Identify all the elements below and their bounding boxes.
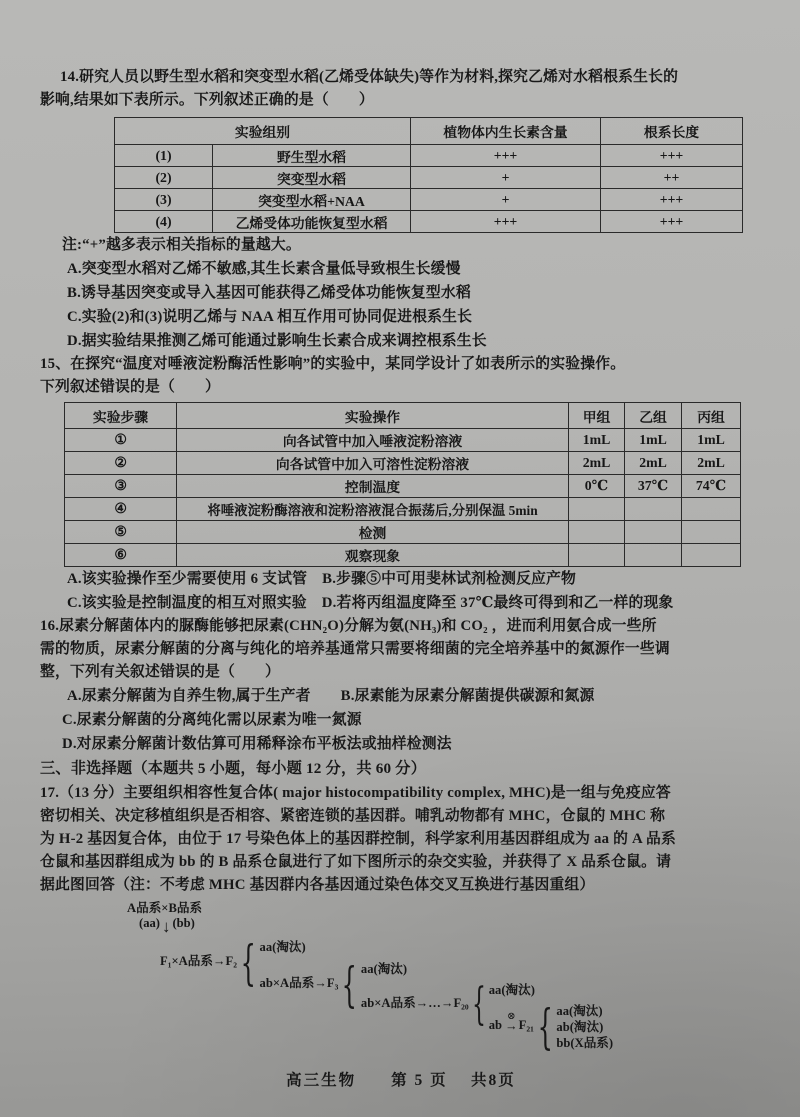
f2-discard: aa(淘汰) — [259, 940, 306, 954]
cell-no: (1) — [115, 145, 213, 167]
q16-option-ab: A.尿素分解菌为自养生物,属于生产者 B.尿素能为尿素分解菌提供碳源和氮源 — [67, 688, 595, 704]
cell-step: ③ — [65, 475, 177, 498]
cell-step: ① — [65, 429, 177, 452]
f21-aa-discard: aa(淘汰) — [556, 1004, 603, 1018]
cell-b — [625, 498, 682, 521]
f21-label: F₂₁ — [518, 1018, 534, 1032]
table-header-row — [65, 403, 741, 429]
brace-icon: { — [240, 935, 256, 991]
q14-option-a: A.突变型水稻对乙烯不敏感,其生长素含量低导致根生长缓慢 — [67, 261, 461, 277]
page-footer: 高三生物 第 5 页 共8页 — [286, 1072, 516, 1089]
table-row — [115, 189, 743, 211]
q15-table — [64, 402, 741, 567]
selfing-icon: ⊗ — [507, 1011, 516, 1022]
cell-a — [569, 498, 625, 521]
col-header-group-c: 丙组 — [682, 403, 741, 429]
cell-auxin: + — [411, 167, 601, 189]
cell-no: (4) — [115, 211, 213, 233]
cell-step: ⑥ — [65, 544, 177, 567]
cell-a: 0℃ — [569, 475, 625, 498]
genotype-bb: (bb) — [172, 916, 195, 930]
q14-option-b: B.诱导基因突变或导入基因可能获得乙烯受体功能恢复型水稻 — [67, 285, 471, 301]
parent-genotypes — [139, 916, 762, 937]
cell-step: ② — [65, 452, 177, 475]
col-header-auxin: 植物体内生长素含量 — [411, 118, 601, 145]
genotype-aa: (aa) — [139, 916, 160, 930]
cell-name: 突变型水稻+NAA — [213, 189, 411, 211]
table-row — [115, 211, 743, 233]
cross-diagram — [125, 901, 762, 1055]
cell-a — [569, 544, 625, 567]
f3-discard: aa(淘汰) — [360, 962, 408, 976]
table-row — [65, 429, 741, 452]
cell-operation: 观察现象 — [177, 544, 569, 567]
table-row — [65, 475, 741, 498]
cross-level-2 — [259, 957, 614, 1055]
cell-operation: 控制温度 — [177, 475, 569, 498]
brace-icon: { — [342, 957, 358, 1013]
table-row — [65, 452, 741, 475]
cell-auxin: +++ — [411, 211, 601, 233]
section3-heading: 三、非选择题（本题共 5 小题，每小题 12 分，共 60 分） — [40, 760, 427, 777]
q15-stem-line1: 15、在探究“温度对唾液淀粉酶活性影响”的实验中，某同学设计了如表所示的实验操作。 — [40, 356, 626, 372]
selfing-arrow — [505, 1012, 518, 1031]
cell-operation: 检测 — [177, 521, 569, 544]
right-arrow-icon: → — [505, 1019, 518, 1033]
q14-table — [114, 117, 743, 233]
cross-level-1 — [160, 935, 762, 1055]
table-row — [115, 145, 743, 167]
cell-c — [682, 544, 741, 567]
brace-icon: { — [537, 999, 553, 1055]
table-row — [65, 521, 741, 544]
cell-c: 1mL — [682, 429, 741, 452]
f21-ab-discard: ab(淘汰) — [556, 1020, 604, 1034]
cell-b: 37℃ — [625, 475, 682, 498]
q15-stem-line2: 下列叙述错误的是（ ） — [40, 379, 220, 395]
q14-option-c: C.实验(2)和(3)说明乙烯与 NAA 相互作用可协同促进根系生长 — [67, 309, 473, 325]
q16-stem-line1: 16.尿素分解菌体内的脲酶能够把尿素(CHN₂O)分解为氨(NH₃)和 CO₂ ，进而利用氨合成一些所 — [40, 618, 657, 634]
q16-stem-line3: 整，下列有关叙述错误的是（ ） — [40, 664, 280, 680]
parents-label: A品系×B品系 — [127, 901, 203, 915]
q16-option-c: C.尿素分解菌的分离纯化需以尿素为唯一氮源 — [62, 712, 362, 728]
table-row — [115, 167, 743, 189]
cell-operation: 向各试管中加入可溶性淀粉溶液 — [177, 452, 569, 475]
q14-option-d: D.据实验结果推测乙烯可能通过影响生长素合成来调控根系生长 — [67, 333, 487, 349]
cell-root: +++ — [601, 189, 743, 211]
cell-step: ⑤ — [65, 521, 177, 544]
cell-a: 1mL — [569, 429, 625, 452]
cell-a: 2mL — [569, 452, 625, 475]
q17-stem-line1: 17.（13 分）主要组织相容性复合体( major histocompatibility complex, MHC)是一组与免疫应答 — [40, 785, 671, 801]
col-header-root: 根系长度 — [601, 118, 743, 145]
cell-b: 2mL — [625, 452, 682, 475]
f20-discard: aa(淘汰) — [488, 983, 535, 997]
f2-cross-label: ab×A品系→F₃ — [259, 976, 339, 990]
cross-level-3 — [360, 979, 614, 1055]
cross-level-4 — [488, 999, 614, 1055]
cell-auxin: + — [411, 189, 601, 211]
table-row — [65, 544, 741, 567]
f20-ab-label: ab — [488, 1018, 503, 1032]
cell-step: ④ — [65, 498, 177, 521]
f21-bb-x-strain: bb(X品系) — [556, 1036, 614, 1050]
cell-operation: 将唾液淀粉酶溶液和淀粉溶液混合振荡后,分别保温 5min — [177, 498, 569, 521]
col-header-group: 实验组别 — [115, 118, 411, 145]
cell-operation: 向各试管中加入唾液淀粉溶液 — [177, 429, 569, 452]
table-row — [65, 498, 741, 521]
f1-cross-label: F₁×A品系→F₂ — [160, 954, 237, 968]
cell-root: ++ — [601, 167, 743, 189]
down-arrow-icon: ↓ — [161, 917, 171, 936]
q17-stem-line3: 为 H-2 基因复合体，由位于 17 号染色体上的基因群控制，科学家利用基因群组成为 aa 的 A 品系 — [40, 831, 676, 847]
cell-root: +++ — [601, 211, 743, 233]
cell-c — [682, 521, 741, 544]
f20-cross-label: ab×A品系→…→F₂₀ — [360, 996, 469, 1010]
q14-stem-line2: 影响,结果如下表所示。下列叙述正确的是（ ） — [40, 92, 374, 108]
cell-name: 突变型水稻 — [213, 167, 411, 189]
cell-name: 野生型水稻 — [213, 145, 411, 167]
col-header-group-a: 甲组 — [569, 403, 625, 429]
cell-root: +++ — [601, 145, 743, 167]
q17-stem-line2: 密切相关、决定移植组织是否相容、紧密连锁的基因群。哺乳动物都有 MHC，仓鼠的 MHC 称 — [40, 808, 666, 824]
col-header-operation: 实验操作 — [177, 403, 569, 429]
cell-no: (2) — [115, 167, 213, 189]
cell-b — [625, 521, 682, 544]
q17-stem-line5: 据此图回答（注：不考虑 MHC 基因群内各基因通过染色体交叉互换进行基因重组） — [40, 877, 595, 893]
cell-name: 乙烯受体功能恢复型水稻 — [213, 211, 411, 233]
cell-no: (3) — [115, 189, 213, 211]
brace-icon: { — [471, 979, 486, 1030]
diagram-parents — [125, 901, 762, 937]
col-header-group-b: 乙组 — [625, 403, 682, 429]
q14-note: 注:“+”越多表示相关指标的量越大。 — [62, 237, 301, 253]
col-header-step: 实验步骤 — [65, 403, 177, 429]
q17-stem-line4: 仓鼠和基因群组成为 bb 的 B 品系仓鼠进行了如下图所示的杂交实验，并获得了 X 品系仓鼠。请 — [40, 854, 672, 870]
cell-b: 1mL — [625, 429, 682, 452]
cell-c — [682, 498, 741, 521]
table-header-row — [115, 118, 743, 145]
cell-c: 2mL — [682, 452, 741, 475]
cell-a — [569, 521, 625, 544]
q14-stem-line1: 14.研究人员以野生型水稻和突变型水稻(乙烯受体缺失)等作为材料,探究乙烯对水稻根系生长的 — [60, 69, 679, 85]
q15-option-cd: C.该实验是控制温度的相互对照实验 D.若将丙组温度降至 37℃最终可得到和乙一样的现象 — [67, 595, 674, 611]
q16-option-d: D.对尿素分解菌计数估算可用稀释涂布平板法或抽样检测法 — [62, 736, 452, 752]
cell-auxin: +++ — [411, 145, 601, 167]
cell-c: 74℃ — [682, 475, 741, 498]
q16-stem-line2: 需的物质，尿素分解菌的分离与纯化的培养基通常只需要将细菌的完全培养基中的氮源作一些调 — [40, 641, 670, 657]
q15-option-ab: A.该实验操作至少需要使用 6 支试管 B.步骤⑤中可用斐林试剂检测反应产物 — [67, 571, 577, 587]
cell-b — [625, 544, 682, 567]
